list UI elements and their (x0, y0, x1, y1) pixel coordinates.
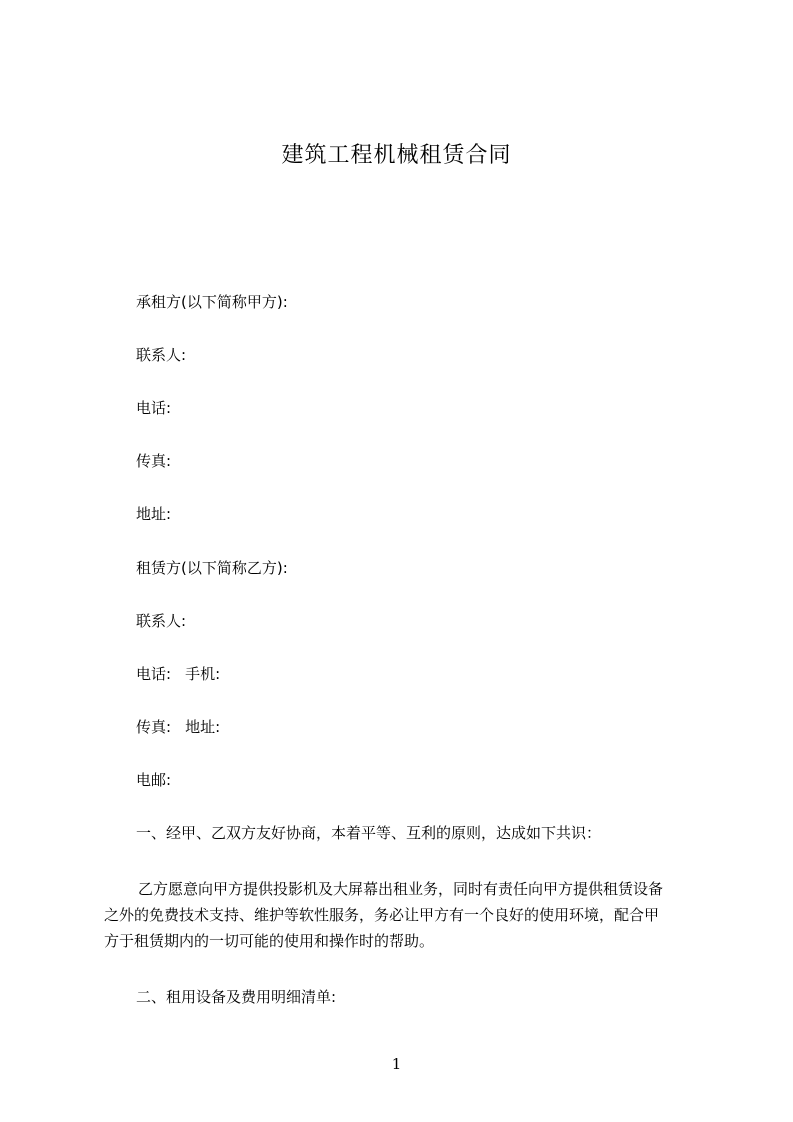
party-b-contact-label: 联系人: (136, 612, 187, 630)
party-a-fax-label: 传真: (136, 452, 172, 470)
party-b-fax-row (136, 717, 220, 737)
party-b-label: 租赁方(以下简称乙方): (136, 559, 288, 577)
page-number: 1 (391, 1055, 402, 1073)
party-b-phone-label: 电话: (136, 665, 172, 683)
section-2-heading: 二、租用设备及费用明细清单: (136, 988, 337, 1006)
section-1-heading: 一、经甲、乙双方友好协商，本着平等、互利的原则，达成如下共识： (136, 824, 602, 842)
paragraph-line: 之外的免费技术支持、维护等软性服务，务必让甲方有一个良好的使用环境，配合甲 (104, 906, 660, 924)
party-a-phone-label: 电话: (136, 399, 172, 417)
party-b-address-label: 地址: (185, 718, 221, 736)
section-1-paragraph (104, 876, 704, 954)
paragraph-line: 乙方愿意向甲方提供投影机及大屏幕出租业务，同时有责任向甲方提供租赁设备 (138, 880, 664, 898)
party-a-label: 承租方(以下简称甲方): (136, 293, 288, 311)
party-b-mobile-label: 手机: (185, 665, 221, 683)
party-b-phone-row (136, 664, 220, 684)
party-b-fax-label: 传真: (136, 718, 172, 736)
party-b-email-label: 电邮: (136, 771, 172, 789)
party-a-contact-label: 联系人: (136, 346, 187, 364)
document-title: 建筑工程机械租赁合同 (281, 143, 512, 168)
paragraph-line: 方于租赁期内的一切可能的使用和操作时的帮助。 (104, 932, 435, 950)
party-a-address-label: 地址: (136, 505, 172, 523)
